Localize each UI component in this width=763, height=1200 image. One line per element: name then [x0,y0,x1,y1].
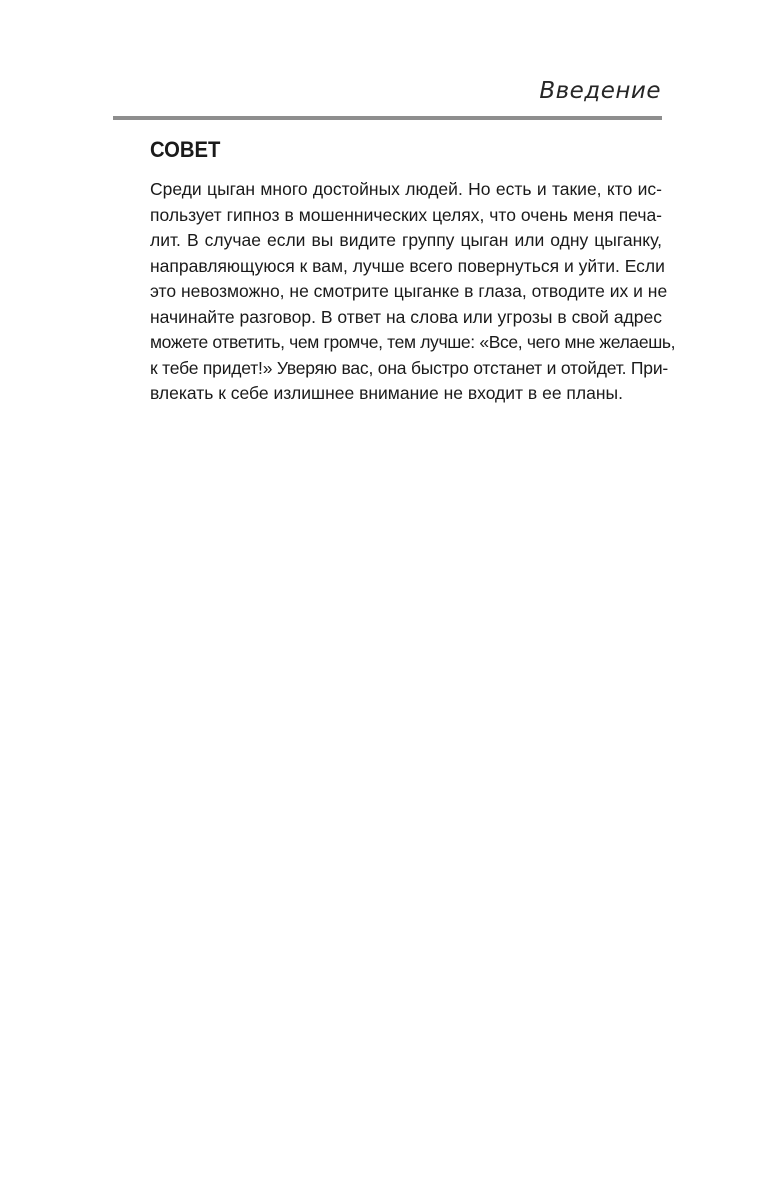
header-rule [113,116,662,120]
paragraph-line: влекать к себе излишнее внимание не входит в ее планы. [150,383,623,403]
paragraph-line: это невозможно, не смотрите цыганке в глаза, отводите их и не [150,281,668,301]
paragraph-line: лит. В случае если вы видите группу цыган или одну цыганку, [150,230,662,250]
paragraph-line: пользует гипноз в мошеннических целях, что очень меня печа- [150,204,662,225]
running-head-title: Введение [539,78,661,104]
paragraph-line: начинайте разговор. В ответ на слова или угрозы в свой адрес [150,306,662,327]
section-title: СОВЕТ [150,137,221,162]
body-paragraph [150,177,676,407]
paragraph-line: направляющуюся к вам, лучше всего повернуться и уйти. Если [150,255,665,276]
paragraph-line: к тебе придет!» Уверяю вас, она быстро отстанет и отойдет. При- [150,357,669,378]
paragraph-line: Среди цыган много достойных людей. Но есть и такие, кто ис- [150,179,662,199]
paragraph-line: можете ответить, чем громче, тем лучше: «Все, чего мне желаешь, [150,332,676,352]
